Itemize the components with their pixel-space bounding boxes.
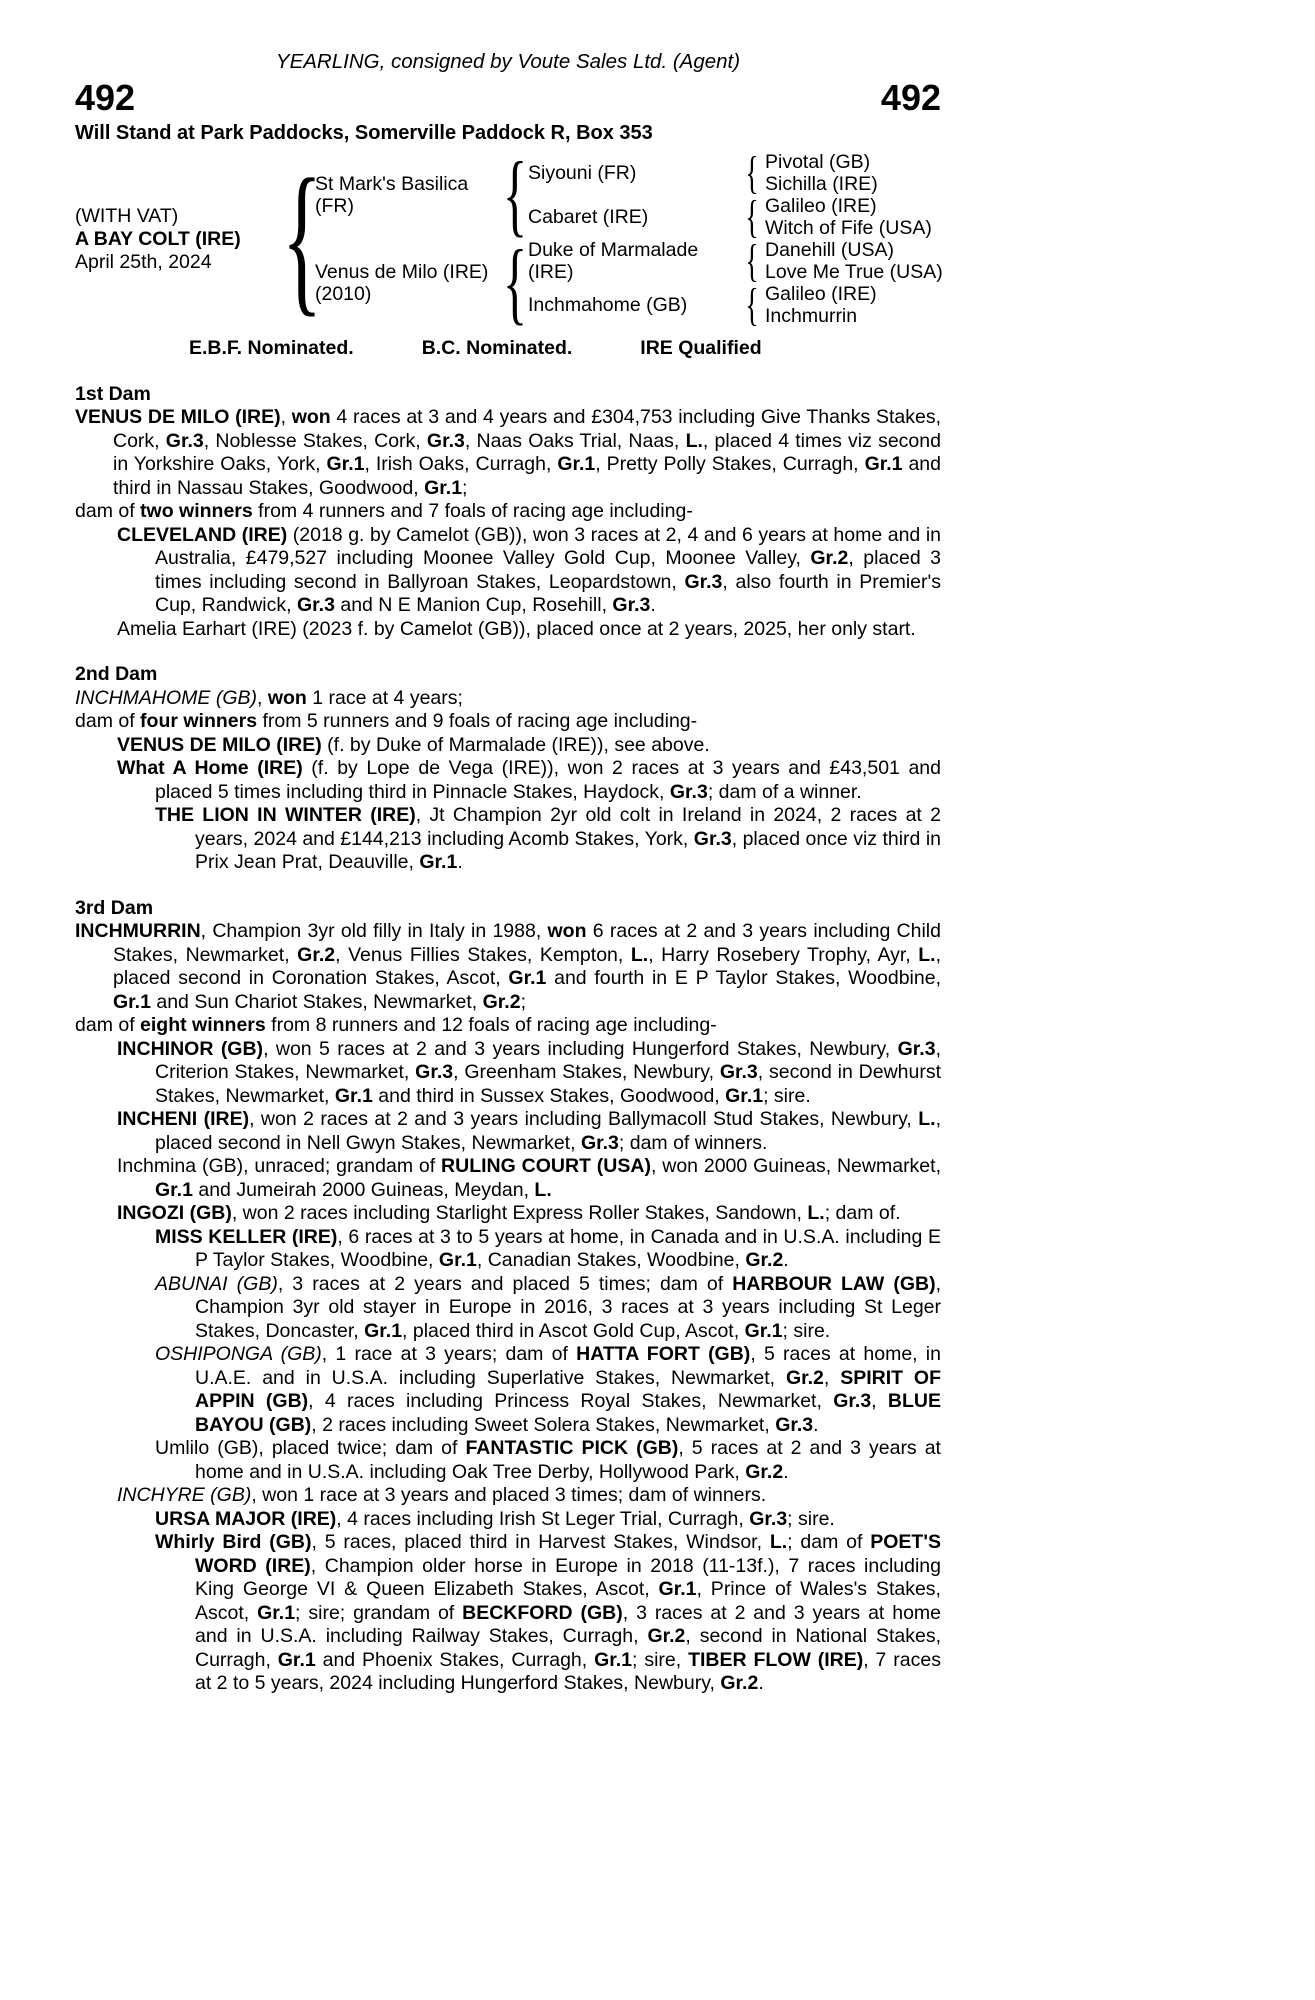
great-grandparents bbox=[765, 239, 943, 283]
emphasis-text: Gr.2 bbox=[745, 1249, 784, 1271]
body-text: (f. by Duke of Marmalade (IRE)), see above. bbox=[321, 733, 710, 756]
emphasis-text: MISS KELLER (IRE) bbox=[155, 1225, 338, 1248]
body-text: , 4 races including Princess Royal Stakes, Newmarket, bbox=[308, 1390, 834, 1412]
pedigree-paragraph bbox=[75, 1108, 941, 1155]
great-grandparents bbox=[765, 283, 877, 327]
emphasis-text: Gr.3 bbox=[719, 1061, 758, 1083]
emphasis-text: Gr.2 bbox=[297, 943, 336, 966]
body-text: 1 race at 4 years; bbox=[306, 686, 463, 709]
emphasis-text: Gr.1 bbox=[508, 967, 547, 989]
body-text: . bbox=[758, 1672, 764, 1694]
body-text: , won 2 races at 2 and 3 years including Ballymacoll Stud Stakes, Newbury, bbox=[249, 1108, 919, 1130]
emphasis-text: RULING COURT (USA) bbox=[441, 1155, 651, 1177]
great-grandparent-name: Pivotal (GB) bbox=[765, 151, 871, 173]
pedigree-paragraph bbox=[75, 524, 941, 618]
body-text: , Noblesse Stakes, Cork, bbox=[203, 429, 427, 452]
body-text: ; dam of a winner. bbox=[707, 780, 862, 803]
body-text: . bbox=[813, 1413, 819, 1436]
great-grandparents bbox=[765, 195, 932, 239]
emphasis-text: Gr.1 bbox=[257, 1601, 296, 1624]
emphasis-text: Gr.1 bbox=[419, 851, 458, 873]
nomination-ebf: E.B.F. Nominated. bbox=[189, 337, 354, 359]
emphasis-text: CLEVELAND (IRE) bbox=[117, 523, 288, 546]
sire-name-line: St Mark's Basilica bbox=[315, 173, 469, 195]
body-text: , 5 races at 2 and 3 years at home and in U.S.A. including Oak Tree Derby, Hollywood Park, bbox=[195, 1437, 941, 1483]
body-text: ; sire. bbox=[782, 1319, 831, 1342]
body-text: , Pretty Polly Stakes, Curragh, bbox=[595, 453, 865, 475]
sire-name bbox=[315, 173, 502, 217]
body-text: and Jumeirah 2000 Guineas, Meydan, bbox=[192, 1178, 535, 1201]
great-grandparent-name: Galileo (IRE) bbox=[765, 283, 877, 305]
emphasis-text: Gr.3 bbox=[684, 570, 723, 593]
emphasis-text: Whirly Bird (GB) bbox=[155, 1531, 312, 1553]
great-grandparent-name: Inchmurrin bbox=[765, 305, 858, 327]
emphasis-text: Gr.1 bbox=[864, 453, 903, 475]
emphasis-text: Gr.1 bbox=[155, 1178, 193, 1201]
body-text: . bbox=[783, 1460, 789, 1483]
body-text: and third in Sussex Stakes, Goodwood, bbox=[372, 1084, 726, 1107]
grandparent-name-line: Duke of Marmalade bbox=[528, 239, 699, 261]
emphasis-text: Gr.3 bbox=[165, 429, 204, 452]
emphasis-text: POET'S WORD (IRE) bbox=[195, 1531, 941, 1577]
emphasis-text: Gr.2 bbox=[745, 1460, 784, 1483]
emphasis-text: L. bbox=[630, 943, 649, 966]
body-text: dam of bbox=[75, 1014, 141, 1036]
section-heading: 1st Dam bbox=[75, 382, 151, 405]
vat-note: (WITH VAT) bbox=[75, 204, 179, 227]
pedigree-paragraph bbox=[75, 1155, 941, 1202]
sire-branch: St Mark's Basilica (FR) { Siyouni (FR) { Pivotal (GB) Sichilla (IRE) Cabaret (IRE) { Galileo (IRE) Witch of Fife (USA) bbox=[315, 143, 932, 246]
emphasis-text: two winners bbox=[140, 500, 253, 522]
pedigree-paragraph bbox=[75, 1531, 941, 1696]
emphasis-text: L. bbox=[807, 1202, 825, 1224]
grandparent-row: Cabaret (IRE) { Galileo (IRE) Witch of Fife (USA) bbox=[528, 191, 932, 243]
body-text: , 4 races including Irish St Leger Trial, Curragh, bbox=[336, 1507, 750, 1530]
pedigree-paragraph bbox=[75, 500, 941, 524]
body-text: , bbox=[823, 1366, 841, 1389]
emphasis-text: THE LION IN WINTER (IRE) bbox=[155, 804, 416, 826]
body-text: , Canadian Stakes, Woodbine, bbox=[476, 1249, 746, 1271]
emphasis-text: four winners bbox=[140, 710, 258, 732]
emphasis-text: Gr.3 bbox=[669, 780, 708, 803]
emphasis-text: TIBER FLOW (IRE) bbox=[688, 1648, 864, 1671]
pedigree-paragraph bbox=[75, 1484, 941, 1508]
emphasis-text: Gr.3 bbox=[415, 1061, 454, 1083]
nomination-bc: B.C. Nominated. bbox=[421, 337, 573, 359]
emphasis-text: BECKFORD (GB) bbox=[462, 1601, 623, 1624]
emphasis-text: L. bbox=[918, 943, 936, 966]
emphasis-text: What A Home (IRE) bbox=[117, 757, 303, 779]
body-text: . bbox=[783, 1249, 789, 1271]
pedigree-paragraph bbox=[75, 1038, 941, 1109]
body-text: ; sire; grandam of bbox=[295, 1601, 463, 1624]
grandparent-name-line: Siyouni (FR) bbox=[528, 162, 637, 184]
emphasis-text: Gr.1 bbox=[364, 1319, 403, 1342]
emphasis-text: won bbox=[291, 406, 331, 428]
body-text: ; sire. bbox=[763, 1084, 811, 1107]
grandparent-name-line: Inchmahome (GB) bbox=[528, 294, 688, 316]
emphasis-text: INCHENI (IRE) bbox=[117, 1108, 250, 1130]
body-text: , placed second in Coronation Stakes, Ascot, bbox=[113, 943, 942, 989]
great-grandparent-name: Danehill (USA) bbox=[765, 239, 894, 261]
body-text: , Champion 3yr old stayer in Europe in 2016, 3 races at 3 years including St Leger Stakes, Doncaster, bbox=[195, 1272, 941, 1342]
foal-date: April 25th, 2024 bbox=[75, 250, 212, 273]
dam-section bbox=[75, 663, 941, 875]
body-text: , second in Dewhurst Stakes, Newmarket, bbox=[155, 1061, 942, 1107]
dam-name-line: (2010) bbox=[315, 283, 372, 305]
emphasis-text: Gr.1 bbox=[113, 990, 151, 1013]
emphasis-text: eight winners bbox=[140, 1014, 266, 1036]
colt-name: A BAY COLT (IRE) bbox=[75, 227, 241, 250]
emphasis-text: Gr.1 bbox=[744, 1319, 783, 1342]
body-text: , won 1 race at 3 years and placed 3 times; dam of winners. bbox=[251, 1484, 767, 1506]
emphasis-text: BLUE BAYOU (GB) bbox=[195, 1390, 941, 1436]
body-text: ; bbox=[462, 476, 468, 499]
body-text: from 8 runners and 12 foals of racing age including- bbox=[265, 1014, 717, 1036]
pedigree-paragraph bbox=[75, 618, 941, 642]
dam-branch: Venus de Milo (IRE) (2010) { Duke of Marmalade (IRE) { Danehill (USA) Love Me True (USA) Inchmahome (GB) { Galileo (IRE) Inchmurrin bbox=[315, 231, 943, 334]
body-text: , bbox=[280, 406, 292, 428]
colt-info bbox=[75, 205, 289, 274]
body-text: and third in Nassau Stakes, Goodwood, bbox=[113, 453, 942, 499]
emphasis-text: Gr.3 bbox=[833, 1390, 872, 1412]
emphasis-text: HATTA FORT (GB) bbox=[576, 1343, 751, 1365]
emphasis-text: INCHYRE (GB) bbox=[117, 1484, 252, 1506]
grandparent-row: Siyouni (FR) { Pivotal (GB) Sichilla (IRE) bbox=[528, 147, 878, 199]
body-text: , Greenham Stakes, Newbury, bbox=[453, 1061, 720, 1083]
body-text: , placed second in Nell Gwyn Stakes, Newmarket, bbox=[155, 1108, 941, 1154]
pedigree-table: (WITH VAT) A BAY COLT (IRE) April 25th, 2024 { St Mark's Basilica (FR) { Siyouni (FR) { Pivotal (GB) Sichilla (IRE) Cabaret (IRE) { Galileo (IRE) Witch of Fife (USA) Venus de Milo (IRE) (2010) { Duke of Marmalade (IRE) { Danehill (USA) Love Me True (USA) Inchmahome (GB) { Galileo (IRE) Inchmurrin bbox=[75, 143, 943, 334]
emphasis-text: ABUNAI (GB) bbox=[155, 1272, 278, 1295]
body-text: ; sire. bbox=[787, 1507, 835, 1530]
emphasis-text: INCHMURRIN bbox=[75, 920, 201, 942]
pedigree-paragraph bbox=[75, 804, 941, 875]
body-text: , 5 races, placed third in Harvest Stakes, Windsor, bbox=[311, 1531, 770, 1553]
pedigree-paragraph bbox=[75, 1202, 941, 1226]
emphasis-text: Gr.2 bbox=[720, 1672, 759, 1694]
pedigree-paragraph bbox=[75, 1014, 941, 1038]
section-heading: 2nd Dam bbox=[75, 663, 158, 685]
body-text: , won 5 races at 2 and 3 years including Hungerford Stakes, Newbury, bbox=[263, 1037, 898, 1060]
emphasis-text: Gr.3 bbox=[296, 594, 335, 616]
body-text: Umlilo (GB), placed twice; dam of bbox=[155, 1437, 466, 1459]
pedigree-paragraph bbox=[75, 406, 941, 500]
emphasis-text: URSA MAJOR (IRE) bbox=[155, 1507, 337, 1530]
dam-section bbox=[75, 897, 941, 1696]
emphasis-text: Gr.1 bbox=[326, 453, 365, 475]
body-text: ; dam of bbox=[787, 1531, 871, 1553]
emphasis-text: Gr.1 bbox=[557, 453, 596, 475]
emphasis-text: Gr.2 bbox=[810, 547, 849, 569]
emphasis-text: Gr.1 bbox=[658, 1578, 697, 1600]
body-text: , Prince of Wales's Stakes, Ascot, bbox=[195, 1578, 941, 1624]
body-text: ; sire, bbox=[632, 1648, 689, 1671]
body-text: , 3 races at 2 and 3 years at home and in U.S.A. including Railway Stakes, Curragh, bbox=[195, 1601, 942, 1647]
body-text: and fourth in E P Taylor Stakes, Woodbine, bbox=[546, 967, 941, 989]
grandparent-name bbox=[528, 162, 739, 184]
body-text: , won 2000 Guineas, Newmarket, bbox=[650, 1155, 941, 1177]
emphasis-text: won bbox=[547, 920, 587, 942]
body-text: , Champion older horse in Europe in 2018 (11-13f.), 7 races including King George VI & Queen Elizabeth Stakes, Ascot, bbox=[195, 1554, 941, 1600]
grandparent-name-line: Cabaret (IRE) bbox=[528, 206, 649, 228]
body-text: , 6 races at 3 to 5 years at home, in Canada and in U.S.A. including E P Taylor Stakes, Woodbine, bbox=[195, 1225, 941, 1271]
body-text: , Venus Fillies Stakes, Kempton, bbox=[335, 943, 631, 966]
emphasis-text: INGOZI (GB) bbox=[117, 1202, 232, 1224]
emphasis-text: Gr.3 bbox=[426, 429, 465, 452]
body-text: , Irish Oaks, Curragh, bbox=[364, 453, 558, 475]
great-grandparent-name: Witch of Fife (USA) bbox=[765, 217, 932, 239]
emphasis-text: INCHMAHOME (GB) bbox=[75, 686, 257, 709]
lot-number-left: 492 bbox=[75, 76, 136, 118]
emphasis-text: INCHINOR (GB) bbox=[117, 1037, 264, 1060]
nomination-ire-qualified: IRE Qualified bbox=[640, 337, 762, 359]
emphasis-text: Gr.1 bbox=[594, 1648, 633, 1671]
great-grandparent-name: Love Me True (USA) bbox=[765, 261, 943, 283]
emphasis-text: L. bbox=[769, 1531, 788, 1553]
body-text: from 4 runners and 7 foals of racing age including- bbox=[252, 500, 693, 522]
section-heading: 3rd Dam bbox=[75, 896, 154, 919]
grandparent-row: Duke of Marmalade (IRE) { Danehill (USA) Love Me True (USA) bbox=[528, 235, 943, 287]
pedigree-paragraph bbox=[75, 1437, 941, 1484]
nominations-row bbox=[75, 337, 941, 361]
great-grandparent-name: Galileo (IRE) bbox=[765, 195, 877, 217]
body-text: Amelia Earhart (IRE) (2023 f. by Camelot (GB)), placed once at 2 years, 2025, her only start. bbox=[117, 617, 916, 640]
emphasis-text: L. bbox=[918, 1108, 936, 1130]
body-text: 6 races at 2 and 3 years including Child Stakes, Newmarket, bbox=[113, 920, 941, 966]
body-text: , also fourth in Premier's Cup, Randwick, bbox=[155, 570, 941, 616]
body-text: , placed 3 times including second in Ballyroan Stakes, Leopardstown, bbox=[155, 547, 941, 593]
sire-name-line: (FR) bbox=[315, 195, 354, 217]
lot-number-row bbox=[75, 78, 941, 118]
body-text: from 5 runners and 9 foals of racing age including- bbox=[257, 710, 698, 732]
body-text: . bbox=[457, 851, 463, 873]
body-text: , 3 races at 2 years and placed 5 times; dam of bbox=[277, 1272, 733, 1295]
grandparent-name bbox=[528, 206, 739, 228]
pedigree-paragraph bbox=[75, 920, 941, 1014]
pedigree-paragraph bbox=[75, 757, 941, 804]
pedigree-tree bbox=[315, 143, 943, 334]
body-text: ; dam of. bbox=[824, 1202, 901, 1224]
body-text: , second in National Stakes, Curragh, bbox=[195, 1625, 941, 1671]
body-text: and Sun Chariot Stakes, Newmarket, bbox=[150, 990, 483, 1013]
body-text: ; bbox=[520, 990, 526, 1013]
body-text: , Criterion Stakes, Newmarket, bbox=[155, 1037, 941, 1083]
emphasis-text: Gr.3 bbox=[693, 827, 732, 850]
grandparent-name bbox=[528, 294, 739, 316]
emphasis-text: Gr.3 bbox=[775, 1413, 814, 1436]
pedigree-paragraph bbox=[75, 734, 941, 758]
emphasis-text: Gr.3 bbox=[749, 1507, 788, 1530]
body-text: dam of bbox=[75, 710, 141, 732]
emphasis-text: Gr.1 bbox=[424, 476, 463, 499]
emphasis-text: Gr.1 bbox=[725, 1084, 764, 1107]
pedigree-paragraph bbox=[75, 687, 941, 711]
emphasis-text: VENUS DE MILO (IRE) bbox=[117, 733, 322, 756]
emphasis-text: L. bbox=[534, 1178, 552, 1201]
grandparent-name-line: (IRE) bbox=[528, 261, 574, 283]
emphasis-text: Gr.3 bbox=[580, 1131, 619, 1154]
pedigree-paragraph bbox=[75, 1343, 941, 1437]
body-text: , placed 4 times viz second in Yorkshire Oaks, York, bbox=[113, 429, 941, 475]
page-content bbox=[75, 50, 941, 1696]
pedigree-paragraph bbox=[75, 1273, 941, 1344]
body-text: . bbox=[650, 594, 656, 616]
body-text: , 7 races at 2 to 5 years, 2024 including Hungerford Stakes, Newbury, bbox=[195, 1648, 941, 1694]
emphasis-text: SPIRIT OF APPIN (GB) bbox=[195, 1366, 941, 1412]
body-text: and Phoenix Stakes, Curragh, bbox=[315, 1648, 595, 1671]
emphasis-text: Gr.3 bbox=[897, 1037, 936, 1060]
emphasis-text: won bbox=[267, 686, 307, 709]
dam-name bbox=[315, 261, 502, 305]
emphasis-text: OSHIPONGA (GB) bbox=[155, 1343, 322, 1365]
body-text: , bbox=[257, 686, 268, 709]
emphasis-text: Gr.3 bbox=[612, 594, 651, 616]
emphasis-text: Gr.2 bbox=[647, 1625, 686, 1647]
body-text: (2018 g. by Camelot (GB)), won 3 races at 2, 4 and 6 years at home and in Australia, £479,527 including Moonee Valley Gold Cup, Moonee Valley, bbox=[155, 523, 941, 569]
great-grandparent-name: Sichilla (IRE) bbox=[765, 173, 878, 195]
body-text: , Harry Rosebery Trophy, Ayr, bbox=[648, 943, 919, 966]
body-text: and N E Manion Cup, Rosehill, bbox=[334, 594, 613, 616]
dam-name-line: Venus de Milo (IRE) bbox=[315, 261, 489, 283]
sire-grandparents bbox=[528, 147, 932, 243]
body-text: dam of bbox=[75, 500, 141, 522]
emphasis-text: Gr.2 bbox=[482, 990, 521, 1013]
body-text: , placed once viz third in Prix Jean Prat, Deauville, bbox=[195, 827, 941, 873]
body-text: , Champion 3yr old filly in Italy in 1988, bbox=[200, 920, 548, 942]
emphasis-text: Gr.1 bbox=[438, 1249, 477, 1271]
emphasis-text: FANTASTIC PICK (GB) bbox=[465, 1437, 679, 1459]
dam-sections bbox=[75, 383, 941, 1696]
grandparent-row: Inchmahome (GB) { Galileo (IRE) Inchmurrin bbox=[528, 279, 877, 331]
emphasis-text: Gr.2 bbox=[785, 1366, 824, 1389]
body-text: , placed third in Ascot Gold Cup, Ascot, bbox=[402, 1319, 745, 1342]
body-text: , 5 races at home, in U.A.E. and in U.S.A. including Superlative Stakes, Newmarket, bbox=[195, 1343, 941, 1389]
stand-location-line: Will Stand at Park Paddocks, Somerville Paddock R, Box 353 bbox=[75, 121, 653, 144]
emphasis-text: VENUS DE MILO (IRE) bbox=[75, 406, 281, 428]
dam-grandparents bbox=[528, 235, 943, 331]
dam-section bbox=[75, 383, 941, 642]
body-text: 4 races at 3 and 4 years and £304,753 including Give Thanks Stakes, Cork, bbox=[113, 406, 941, 452]
body-text: Inchmina (GB), unraced; grandam of bbox=[117, 1155, 442, 1177]
body-text: , 1 race at 3 years; dam of bbox=[321, 1343, 577, 1365]
grandparent-name bbox=[528, 239, 739, 283]
body-text: , 2 races including Sweet Solera Stakes, Newmarket, bbox=[311, 1413, 776, 1436]
consignment-title: YEARLING, consigned by Voute Sales Ltd. (Agent) bbox=[275, 50, 741, 73]
great-grandparents bbox=[765, 151, 878, 195]
emphasis-text: Gr.1 bbox=[277, 1648, 316, 1671]
body-text: , bbox=[871, 1390, 888, 1412]
lot-number-right: 492 bbox=[880, 76, 941, 118]
body-text: (f. by Lope de Vega (IRE)), won 2 races at 3 years and £43,501 and placed 5 times including third in Pinnacle Stakes, Haydock, bbox=[155, 757, 941, 803]
pedigree-paragraph bbox=[75, 1508, 941, 1532]
emphasis-text: HARBOUR LAW (GB) bbox=[732, 1272, 936, 1295]
body-text: , Jt Champion 2yr old colt in Ireland in 2024, 2 races at 2 years, 2024 and £144,213 including Acomb Stakes, York, bbox=[195, 804, 941, 850]
pedigree-paragraph bbox=[75, 1226, 941, 1273]
body-text: ; dam of winners. bbox=[618, 1131, 768, 1154]
emphasis-text: L. bbox=[685, 429, 703, 452]
body-text: , Naas Oaks Trial, Naas, bbox=[464, 429, 686, 452]
emphasis-text: Gr.1 bbox=[334, 1084, 373, 1107]
body-text: , won 2 races including Starlight Express Roller Stakes, Sandown, bbox=[231, 1202, 808, 1224]
pedigree-paragraph bbox=[75, 710, 941, 734]
